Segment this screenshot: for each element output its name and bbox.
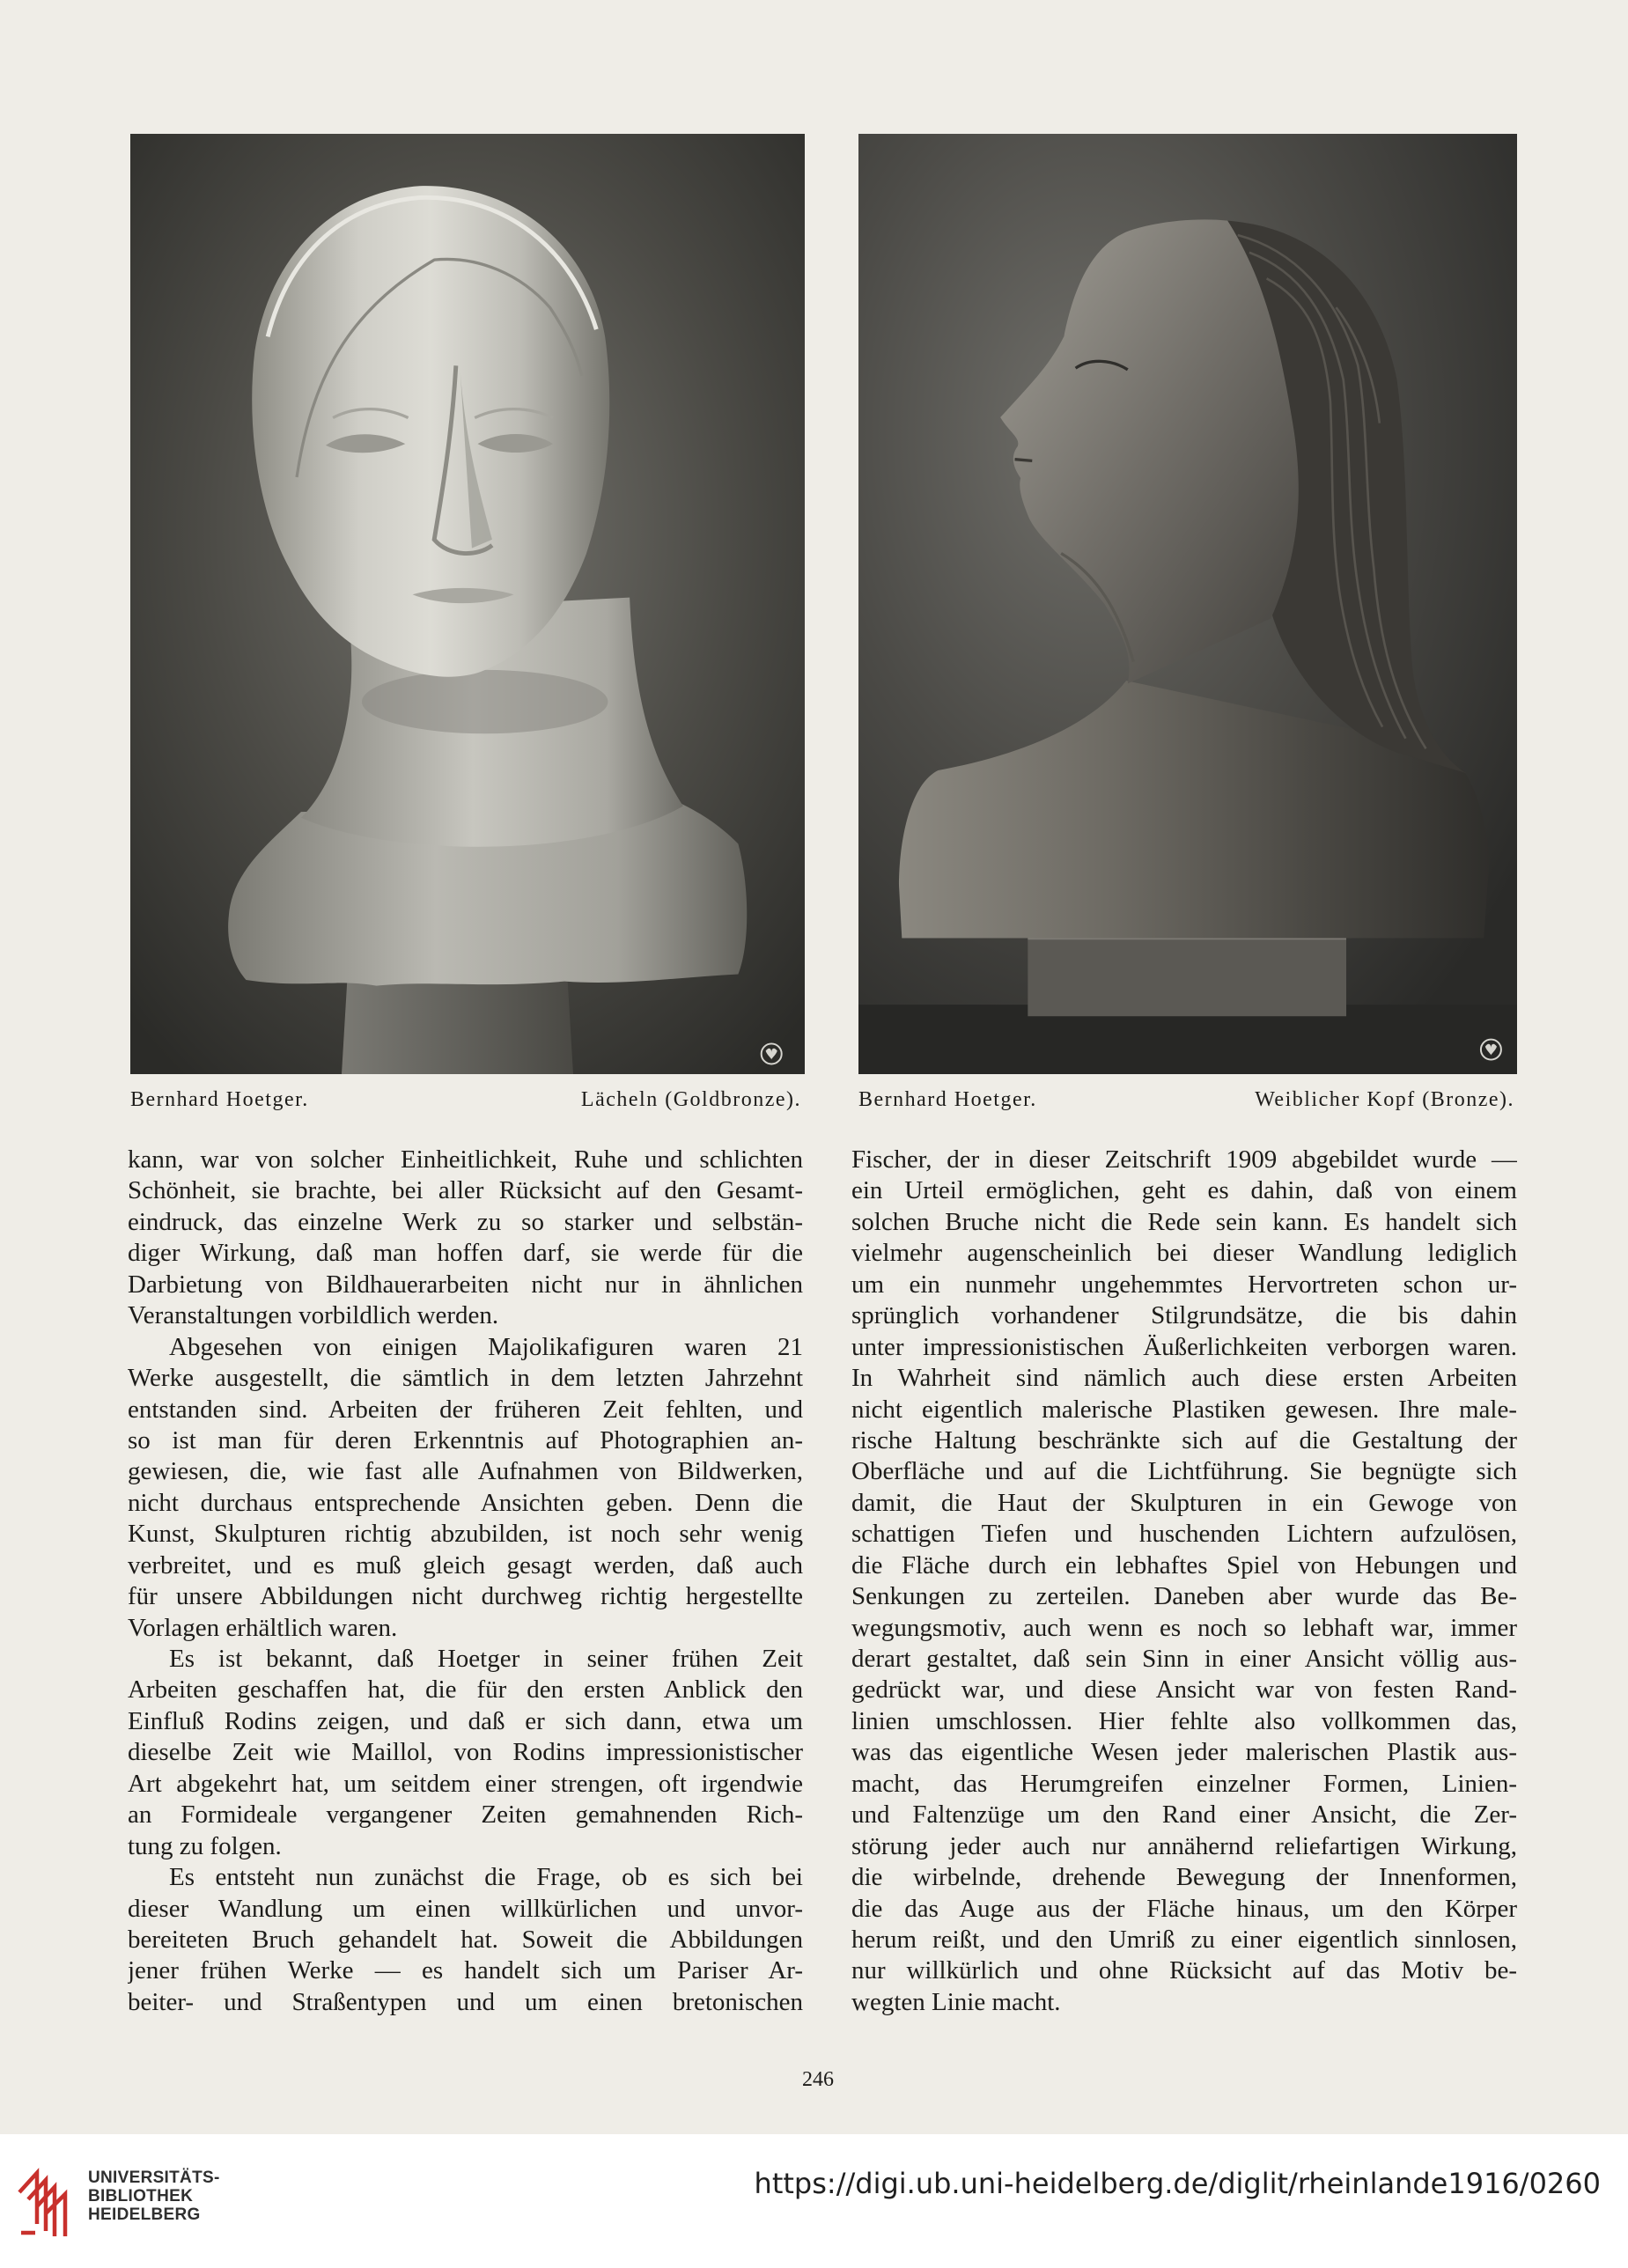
text-line: Einfluß Rodins zeigen, und daß er sich dann, etwa um [128,1706,803,1735]
text-line: damit, die Haut der Skulpturen in ein Gewoge von [851,1488,1517,1517]
text-line: Abgesehen von einigen Majolikafiguren waren 21 [169,1332,803,1361]
text-line: sprünglich vorhandener Stilgrundsätze, die bis dahin [851,1301,1517,1330]
sculpture-plinth [342,977,573,1074]
text-line: was das eigentliche Wesen jeder malerischen Plastik aus- [851,1738,1517,1767]
text-line: dieser Wandlung um einen willkürlichen und unvor- [128,1894,803,1923]
text-line: linien umschlossen. Hier fehlte also vollkommen das, [851,1706,1517,1735]
text-line: tung zu folgen. [128,1831,282,1860]
text-line: Art abgekehrt hat, um seitdem einer strengen, oft irgendwie [128,1769,803,1798]
text-line: Fischer, der in dieser Zeitschrift 1909 abgebildet wurde — [851,1145,1517,1174]
text-line: bereiteten Bruch gehandelt hat. Soweit die Abbildungen [128,1925,803,1954]
text-line: die Fläche durch ein lebhaftes Spiel von Hebungen und [851,1550,1517,1580]
text-line: In Wahrheit sind nämlich auch diese ersten Arbeiten [851,1364,1517,1393]
text-line: gedrückt war, und diese Ansicht war von festen Rand- [851,1675,1517,1705]
caption-title: Lächeln (Goldbronze). [580,1088,801,1111]
text-line: Es entsteht nun zunächst die Frage, ob es sich bei [169,1863,803,1892]
sculpture-plinth [1028,939,1346,1017]
page-number: 246 [802,2068,834,2091]
text-line: Senkungen zu zerteilen. Daneben aber wurde das Be- [851,1582,1517,1611]
text-line: nicht durchaus entsprechende Ansichten geben. Denn die [128,1488,803,1517]
library-name-line: BIBLIOTHEK [88,2187,194,2205]
text-line: solchen Bruche nicht die Rede sein kann. Es handelt sich [851,1207,1517,1236]
text-line: wegten Linie macht. [851,1987,1061,2016]
text-line: Schönheit, sie brachte, bei aller Rücksicht auf den Gesamt- [128,1176,803,1205]
text-line: verbreitet, und es muß gleich gesagt werden, daß auch [128,1550,803,1580]
text-line: um ein nunmehr ungehemmtes Hervortreten schon ur- [851,1270,1517,1299]
text-line: Darbietung von Bildhauerarbeiten nicht nur in ähnlichen [128,1270,803,1299]
sculpture-photo-weiblicher-kopf [858,134,1517,1074]
text-line: die das Auge aus der Fläche hinaus, um den Körper [851,1894,1517,1923]
text-line: entstanden sind. Arbeiten der früheren Zeit fehlten, und [128,1395,803,1424]
text-line: vielmehr augenscheinlich bei dieser Wandlung lediglich [851,1239,1517,1268]
text-line: ein Urteil ermöglichen, geht es dahin, daß von einem [851,1176,1517,1205]
sculpture-photo-laecheln [130,134,805,1074]
library-name-line: HEIDELBERG [88,2205,201,2224]
text-line: gewiesen, die, wie fast alle Aufnahmen von Bildwerken, [128,1457,803,1486]
text-line: herum reißt, und den Umriß zu einer eigentlich sinnlosen, [851,1925,1517,1954]
text-line: dieselbe Zeit wie Maillol, von Rodins impressionistischer [128,1738,803,1767]
university-library-logo-icon [16,2162,72,2240]
text-line: macht, das Herumgreifen einzelner Formen, Linien- [851,1769,1517,1798]
text-line: Vorlagen erhältlich waren. [128,1613,398,1642]
text-line: Veranstaltungen vorbildlich werden. [128,1301,499,1330]
library-name-line: UNIVERSITÄTS- [88,2169,220,2187]
text-line: rische Haltung beschränkte sich auf die Gestaltung der [851,1425,1517,1454]
text-line: schattigen Tiefen und huschenden Lichtern aufzulösen, [851,1520,1517,1549]
text-line: für unsere Abbildungen nicht durchweg richtig hergestellte [128,1582,803,1611]
text-line: Arbeiten geschaffen hat, die für den ersten Anblick den [128,1675,803,1705]
caption-title: Weiblicher Kopf (Bronze). [1255,1088,1514,1111]
text-line: so ist man für deren Erkenntnis auf Photographien an- [128,1425,803,1454]
text-column-left [128,1145,803,2018]
text-line: nicht eigentlich malerische Plastiken gewesen. Ihre male- [851,1395,1517,1424]
text-line: derart gestaltet, daß sein Sinn in einer Ansicht völlig aus- [851,1645,1517,1673]
text-line: kann, war von solcher Einheitlichkeit, Ruhe und schlichten [128,1145,803,1174]
source-url: https://digi.ub.uni-heidelberg.de/diglit/rheinlande1916/0260 [754,2167,1601,2200]
text-line: und Faltenzüge um den Rand einer Ansicht, die Zer- [851,1800,1517,1830]
text-line: beiter- und Straßentypen und um einen bretonischen [128,1987,803,2016]
text-line: die wirbelnde, drehende Bewegung der Innenformen, [851,1863,1517,1892]
text-line: diger Wirkung, daß man hoffen darf, sie werde für die [128,1239,803,1268]
text-line: an Formideale vergangener Zeiten gemahnenden Rich- [128,1800,803,1830]
library-name [88,2169,220,2224]
figure-caption-left [130,1086,801,1113]
text-line: jener frühen Werke — es handelt sich um Pariser Ar- [128,1956,803,1985]
caption-artist: Bernhard Hoetger. [858,1088,1037,1111]
text-line: Kunst, Skulpturen richtig abzubilden, ist noch sehr wenig [128,1520,803,1549]
text-line: eindruck, das einzelne Werk zu so starker und selbstän- [128,1207,803,1236]
text-line: Oberfläche und auf die Lichtführung. Sie begnügte sich [851,1457,1517,1486]
text-line: Es ist bekannt, daß Hoetger in seiner frühen Zeit [169,1645,803,1673]
text-line: unter impressionistischen Äußerlichkeiten verborgen waren. [851,1332,1517,1361]
text-line: Werke ausgestellt, die sämtlich in dem letzten Jahrzehnt [128,1364,803,1393]
text-line: störung jeder auch nur annähernd reliefartigen Wirkung, [851,1831,1517,1860]
text-line: nur willkürlich und ohne Rücksicht auf das Motiv be- [851,1956,1517,1985]
figure-caption-right [858,1086,1514,1113]
caption-artist: Bernhard Hoetger. [130,1088,309,1111]
text-column-right [851,1145,1517,2018]
text-line: wegungsmotiv, auch wenn es noch so lebhaft war, immer [851,1613,1517,1642]
